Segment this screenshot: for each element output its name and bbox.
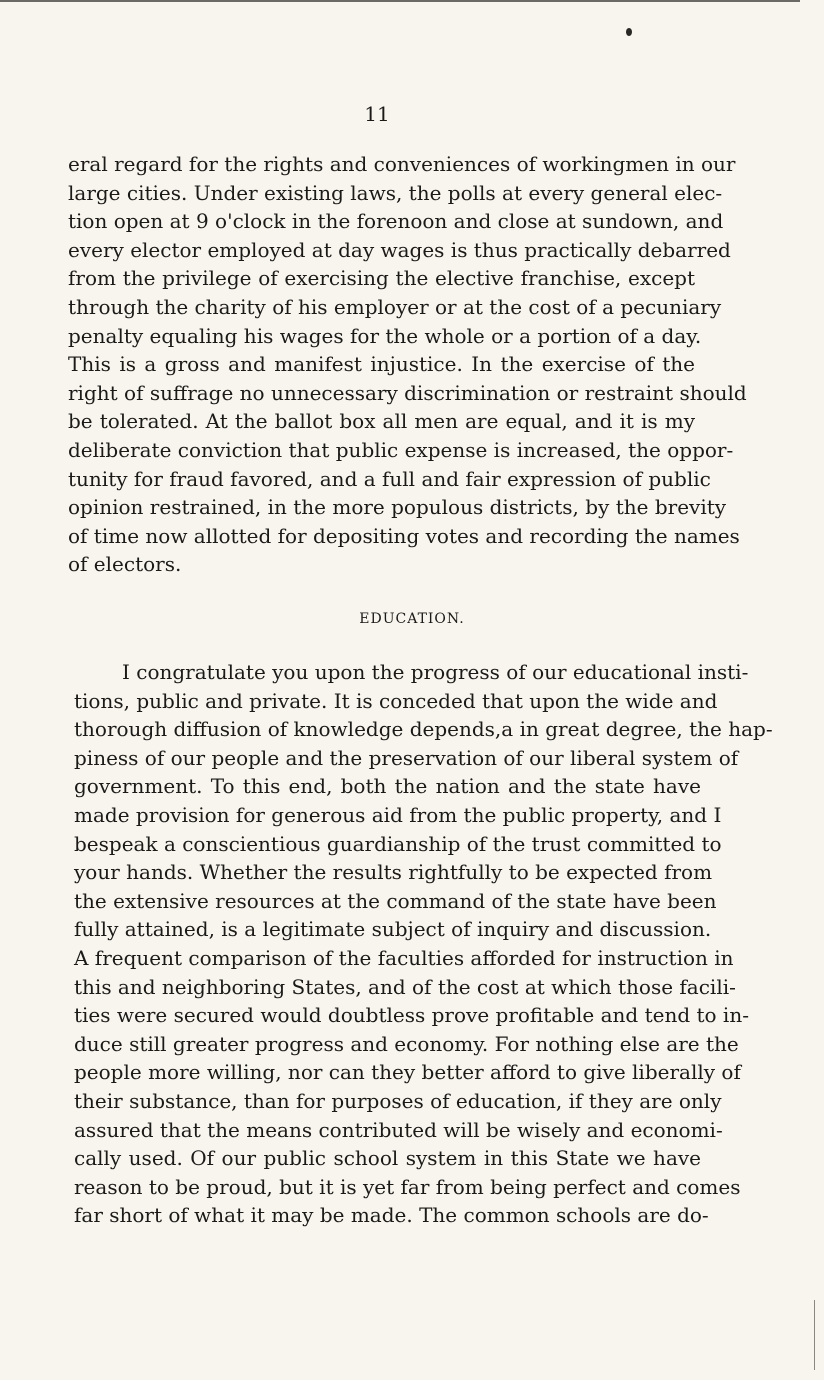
text-line: the extensive resources at the command of the state have been [74, 888, 717, 913]
text-line: fully attained, is a legitimate subject of inquiry and discussion. [74, 917, 712, 942]
text-line: right of suffrage no unnecessary discrimination or restraint should [68, 380, 747, 405]
text-line: deliberate conviction that public expense is increased, the oppor- [68, 437, 734, 462]
text-line: opinion restrained, in the more populous districts, by the brevity [68, 495, 727, 520]
text-line: piness of our people and the preservation of our liberal system of [74, 745, 739, 770]
text-line: from the privilege of exercising the elective franchise, except [68, 266, 695, 291]
right-edge-rule [814, 1300, 815, 1370]
text-line: eral regard for the rights and conveniences of workingmen in our [68, 152, 736, 176]
text-line: every elector employed at day wages is thus practically debarred [68, 237, 731, 262]
text-line: be tolerated. At the ballot box all men are equal, and it is my [68, 409, 695, 434]
top-edge-rule [0, 0, 800, 2]
text-line: people more willing, nor can they better afford to give liberally of [74, 1060, 741, 1085]
text-line: large cities. Under existing laws, the polls at every general elec- [68, 180, 723, 205]
ink-speck [626, 28, 632, 36]
text-line: bespeak a conscientious guardianship of the trust committed to [74, 831, 722, 856]
text-line: your hands. Whether the results rightfully to be expected from [74, 860, 713, 885]
text-line: duce still greater progress and economy. For nothing else are the [74, 1031, 739, 1056]
paragraph-suffrage [68, 150, 747, 579]
text-line: I congratulate you upon the progress of our educational insti- [122, 660, 749, 684]
section-heading-education: EDUCATION. [359, 611, 465, 627]
text-line: tions, public and private. It is conceded that upon the wide and [74, 688, 718, 713]
page-number: 11 [364, 102, 390, 126]
text-line: made provision for generous aid from the public property, and I [74, 802, 722, 827]
text-line: government. To this end, both the nation and the state have [74, 774, 701, 799]
text-line: penalty equaling his wages for the whole or a portion of a day. [68, 323, 702, 348]
text-line: of electors. [68, 552, 182, 577]
text-line: This is a gross and manifest injustice. In the exercise of the [68, 352, 695, 377]
text-line: thorough diffusion of knowledge depends,a in great degree, the hap- [74, 717, 773, 742]
text-line: this and neighboring States, and of the cost at which those facili- [74, 974, 736, 999]
text-line: assured that the means contributed will be wisely and economi- [74, 1117, 723, 1142]
text-line: reason to be proud, but it is yet far from being perfect and comes [74, 1174, 741, 1199]
text-line: tion open at 9 o'clock in the forenoon and close at sundown, and [68, 209, 724, 234]
text-line: through the charity of his employer or at the cost of a pecuniary [68, 294, 722, 319]
text-line: far short of what it may be made. The common schools are do- [74, 1203, 709, 1228]
text-line: tunity for fraud favored, and a full and fair expression of public [68, 466, 711, 491]
text-line: ties were secured would doubtless prove profitable and tend to in- [74, 1003, 749, 1028]
paragraph-education [74, 658, 773, 1230]
text-line: cally used. Of our public school system in this State we have [74, 1146, 701, 1171]
text-line: A frequent comparison of the faculties afforded for instruction in [74, 945, 734, 970]
text-line: of time now allotted for depositing votes and recording the names [68, 523, 740, 548]
text-line: their substance, than for purposes of education, if they are only [74, 1088, 722, 1113]
